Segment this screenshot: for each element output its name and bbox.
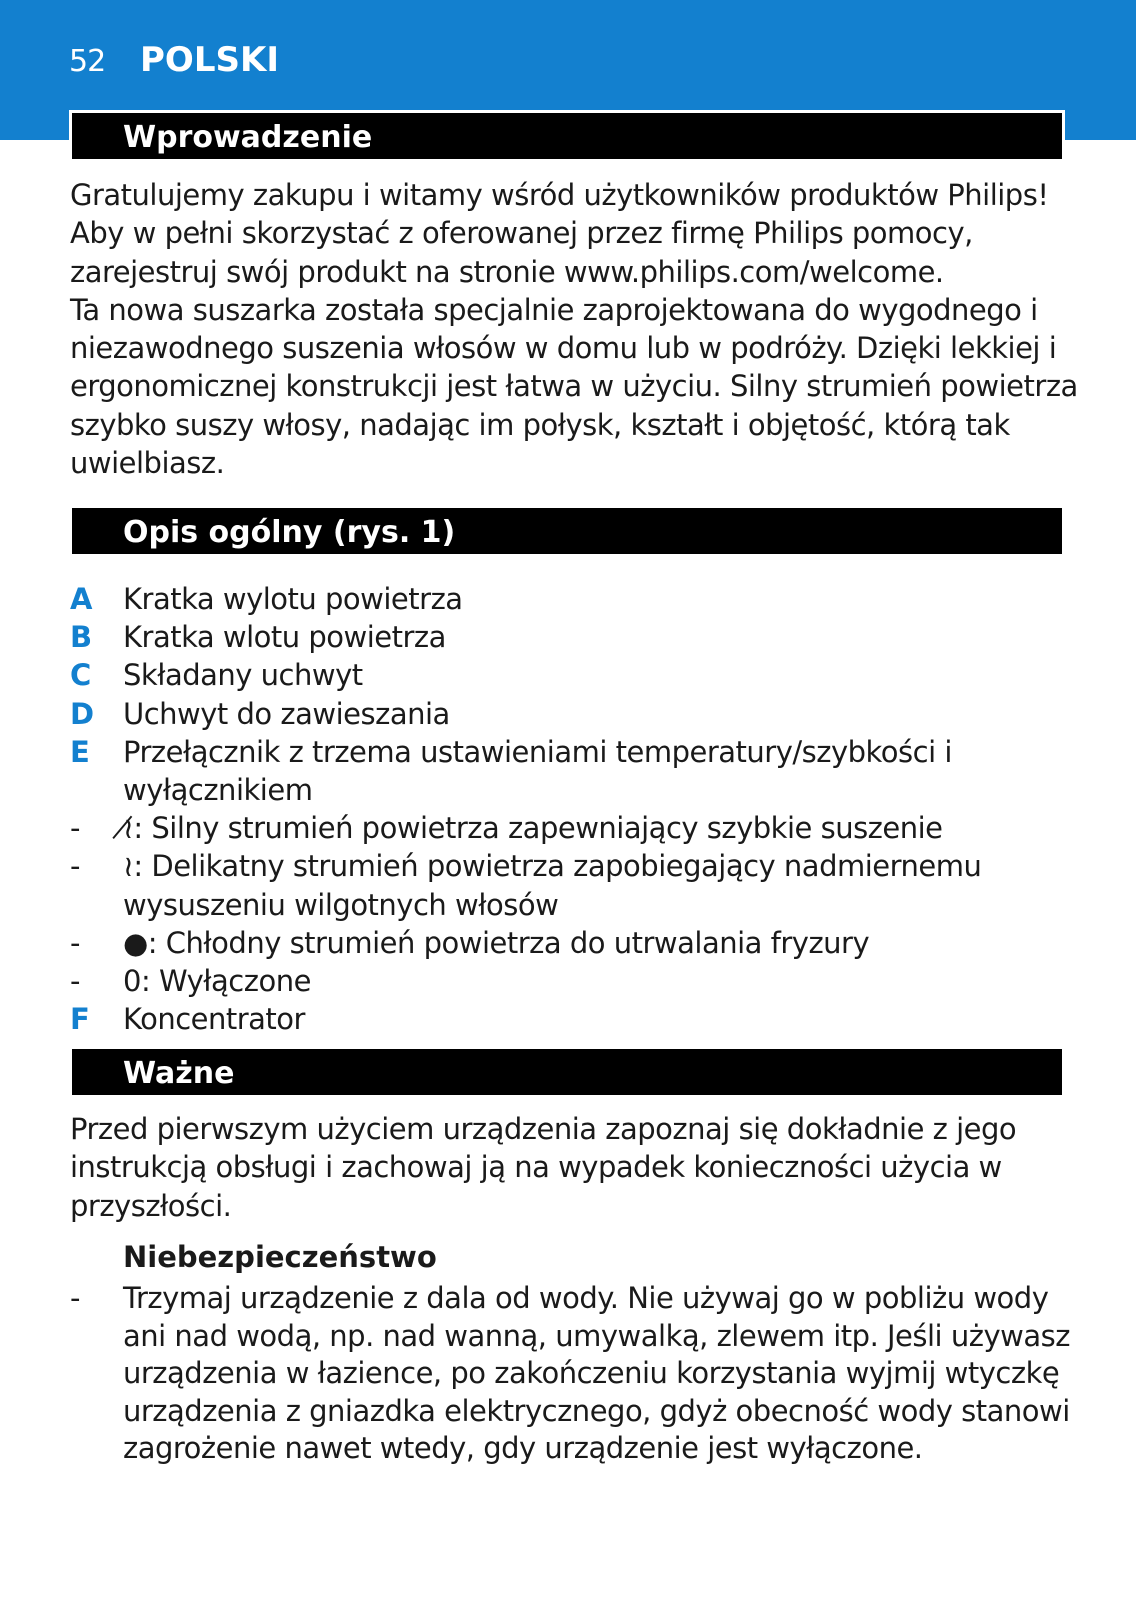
list-marker: -: [70, 963, 80, 998]
section-header-general: [69, 505, 1065, 557]
parts-list-item: [70, 695, 1070, 733]
danger-line: [70, 1430, 1070, 1468]
parts-list-item: [70, 733, 1070, 771]
part-description: Koncentrator: [123, 1002, 305, 1037]
important-line: przyszłości.: [70, 1188, 232, 1223]
parts-list-item: [70, 962, 1070, 1000]
part-description: ≀̸: Silny strumień powietrza zapewniający szybkie suszenie: [123, 811, 943, 846]
list-marker: -: [70, 925, 80, 960]
danger-heading: Niebezpieczeństwo: [123, 1240, 437, 1274]
part-letter: D: [70, 696, 94, 731]
part-description: ●: Chłodny strumień powietrza do utrwalania fryzury: [123, 925, 870, 960]
intro-line: uwielbiasz.: [70, 446, 225, 481]
part-letter: E: [70, 734, 90, 769]
part-description: Uchwyt do zawieszania: [123, 696, 450, 731]
intro-line: szybko suszy włosy, nadając im połysk, kształt i objętość, którą tak: [70, 407, 1010, 442]
parts-list: [70, 580, 1070, 1038]
intro-line: zarejestruj swój produkt na stronie www.philips.com/welcome.: [70, 254, 944, 289]
section-title-general: Opis ogólny (rys. 1): [123, 515, 456, 550]
part-letter: C: [70, 658, 91, 693]
intro-line: ergonomicznej konstrukcji jest łatwa w użyciu. Silny strumień powietrza: [70, 369, 1078, 404]
intro-line: niezawodnego suszenia włosów w domu lub w podróży. Dzięki lekkiej i: [70, 331, 1057, 366]
list-marker: -: [70, 849, 80, 884]
parts-list-item: [70, 580, 1070, 618]
danger-text: urządzenia z gniazdka elektrycznego, gdyż obecność wody stanowi: [123, 1393, 1070, 1428]
danger-text: ani nad wodą, np. nad wanną, umywalką, zlewem itp. Jeśli używasz: [123, 1318, 1070, 1353]
danger-line: [70, 1393, 1070, 1431]
parts-list-item: [70, 847, 1070, 885]
part-description: wyłącznikiem: [123, 772, 313, 807]
part-letter: B: [70, 620, 92, 655]
part-description: 0: Wyłączone: [123, 963, 311, 998]
section-title-important: Ważne: [123, 1056, 235, 1091]
intro-line: Aby w pełni skorzystać z oferowanej przez firmę Philips pomocy,: [70, 216, 973, 251]
parts-list-item: [70, 924, 1070, 962]
part-letter: F: [70, 1002, 90, 1037]
danger-line: [70, 1318, 1070, 1356]
danger-text: urządzenia w łazience, po zakończeniu korzystania wyjmij wtyczkę: [123, 1356, 1060, 1391]
danger-text: zagrożenie nawet wtedy, gdy urządzenie jest wyłączone.: [123, 1431, 923, 1466]
danger-line: [70, 1355, 1070, 1393]
list-marker: -: [70, 1281, 80, 1315]
important-line: instrukcją obsługi i zachowaj ją na wypadek konieczności użycia w: [70, 1150, 1002, 1185]
part-description: Kratka wylotu powietrza: [123, 582, 463, 616]
section-header-important: [69, 1046, 1065, 1098]
language-title: POLSKI: [140, 40, 279, 80]
part-description: Przełącznik z trzema ustawieniami temperatury/szybkości i: [123, 734, 952, 769]
part-description: Kratka wlotu powietrza: [123, 620, 446, 655]
important-paragraph: [70, 1110, 1070, 1225]
part-letter: A: [70, 582, 92, 616]
section-header-intro: [69, 110, 1065, 162]
danger-line: [70, 1280, 1070, 1318]
danger-text: Trzymaj urządzenie z dala od wody. Nie używaj go w pobliżu wody: [123, 1281, 1049, 1315]
section-title-intro: Wprowadzenie: [123, 120, 373, 155]
important-line: Przed pierwszym użyciem urządzenia zapoznaj się dokładnie z jego: [70, 1112, 1017, 1146]
intro-paragraph: [70, 176, 1078, 482]
list-marker: -: [70, 811, 80, 846]
intro-line: Gratulujemy zakupu i witamy wśród użytkowników produktów Philips!: [70, 178, 1049, 212]
parts-list-item: [70, 1000, 1070, 1038]
parts-list-item: [70, 618, 1070, 656]
part-description: wysuszeniu wilgotnych włosów: [123, 887, 559, 922]
parts-list-item: [70, 771, 1070, 809]
parts-list-item: [70, 886, 1070, 924]
parts-list-item: [70, 809, 1070, 847]
intro-line: Ta nowa suszarka została specjalnie zaprojektowana do wygodnego i: [70, 292, 1038, 327]
part-description: ≀: Delikatny strumień powietrza zapobiegający nadmiernemu: [123, 849, 982, 884]
page-number: 52: [69, 44, 106, 79]
parts-list-item: [70, 656, 1070, 694]
danger-list: [70, 1280, 1070, 1468]
part-description: Składany uchwyt: [123, 658, 363, 693]
